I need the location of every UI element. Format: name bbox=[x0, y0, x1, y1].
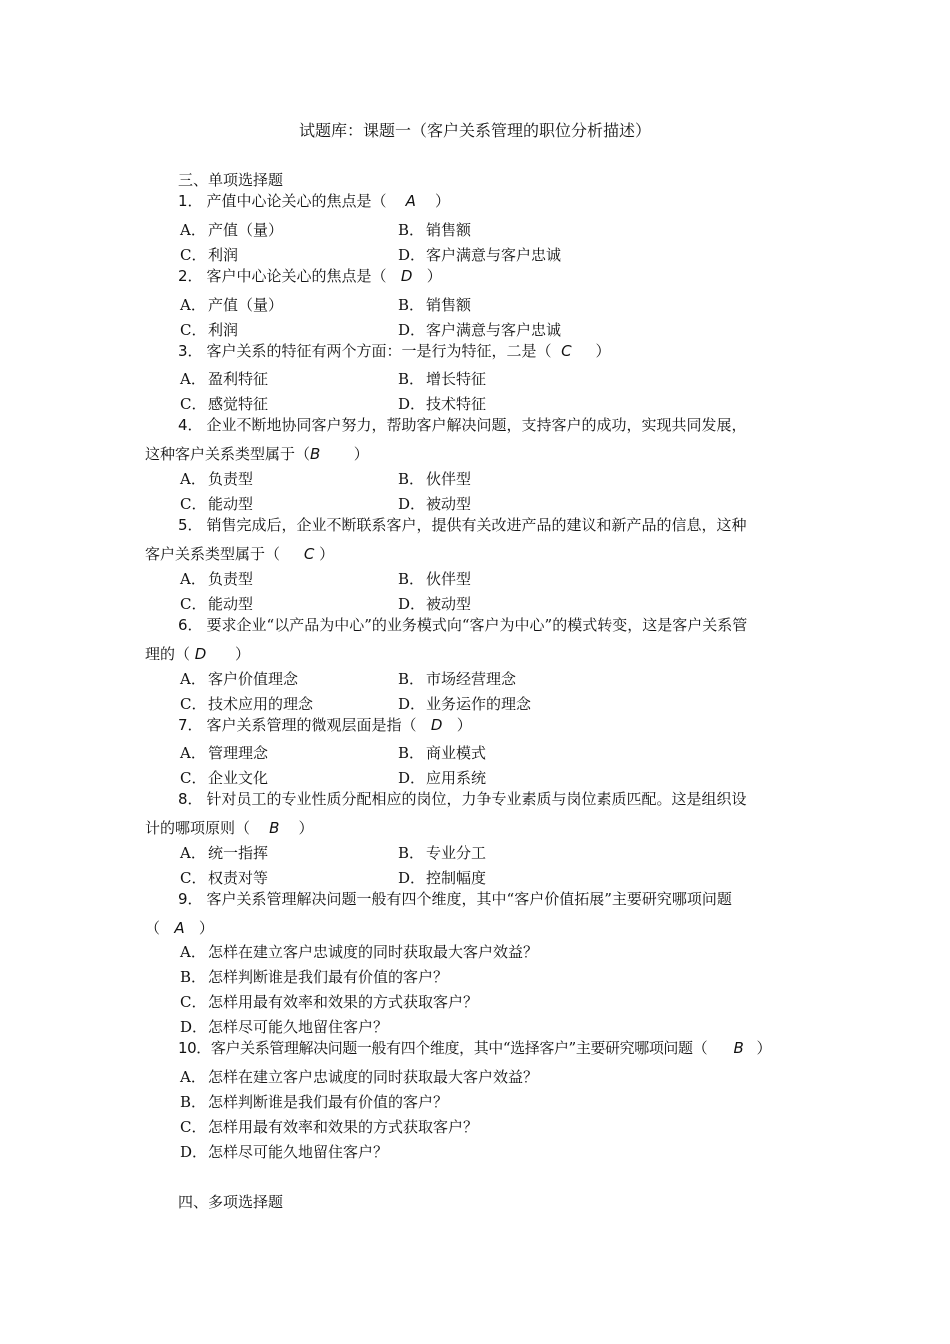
option-9d: D．怎样尽可能久地留住客户？ bbox=[180, 1018, 389, 1036]
option-10b: B． 怎样判断谁是我们最有价值的客户？ bbox=[180, 1093, 449, 1111]
option-7b: B． 商业模式 bbox=[398, 744, 487, 762]
answer-7: D bbox=[430, 716, 443, 734]
question-7: 7． 客户关系管理的微观层面是指（ D ） bbox=[178, 716, 472, 734]
option-2c: C． 利润 bbox=[180, 321, 239, 339]
question-2: 2． 客户中心论关心的焦点是（ D ） bbox=[178, 267, 442, 285]
question-8-continued: 计的哪项原则（ B ） bbox=[145, 819, 314, 837]
answer-10: B bbox=[733, 1039, 744, 1057]
option-7d: D．应用系统 bbox=[398, 769, 487, 787]
option-3c: C． 感觉特征 bbox=[180, 395, 269, 413]
question-6: 6． 要求企业“以产品为中心”的业务模式向“客户为中心”的模式转变，这是客户关系管 bbox=[178, 616, 748, 634]
question-10: 10．客户关系管理解决问题一般有四个维度，其中“选择客户”主要研究哪项问题（ B ） bbox=[178, 1039, 772, 1057]
option-2b: B． 销售额 bbox=[398, 296, 472, 314]
option-8d: D．控制幅度 bbox=[398, 869, 487, 887]
answer-8: B bbox=[269, 819, 280, 837]
question-6-continued: 理的（ D ） bbox=[145, 645, 250, 663]
option-9a: A． 怎样在建立客户忠诚度的同时获取最大客户效益？ bbox=[180, 943, 539, 961]
option-3a: A． 盈利特征 bbox=[180, 370, 269, 388]
option-1b: B． 销售额 bbox=[398, 221, 472, 239]
question-9-continued: （ A ） bbox=[145, 919, 214, 937]
option-6a: A． 客户价值理念 bbox=[180, 670, 299, 688]
option-1a: A． 产值（量） bbox=[180, 221, 284, 239]
question-9: 9． 客户关系管理解决问题一般有四个维度，其中“客户价值拓展”主要研究哪项问题 bbox=[178, 890, 732, 908]
option-8b: B． 专业分工 bbox=[398, 844, 487, 862]
option-8a: A． 统一指挥 bbox=[180, 844, 269, 862]
option-5b: B． 伙伴型 bbox=[398, 570, 472, 588]
question-3: 3． 客户关系的特征有两个方面：一是行为特征，二是（ C ） bbox=[178, 342, 611, 360]
option-2a: A． 产值（量） bbox=[180, 296, 284, 314]
option-4c: C． 能动型 bbox=[180, 495, 254, 513]
question-8: 8． 针对员工的专业性质分配相应的岗位，力争专业素质与岗位素质匹配。这是组织设 bbox=[178, 790, 747, 808]
answer-6: D bbox=[194, 645, 207, 663]
option-10c: C． 怎样用最有效率和效果的方式获取客户？ bbox=[180, 1118, 479, 1136]
option-5c: C． 能动型 bbox=[180, 595, 254, 613]
option-6d: D．业务运作的理念 bbox=[398, 695, 532, 713]
answer-4: B bbox=[310, 445, 321, 463]
answer-5: C bbox=[303, 545, 315, 563]
option-4d: D．被动型 bbox=[398, 495, 472, 513]
option-9c: C． 怎样用最有效率和效果的方式获取客户？ bbox=[180, 993, 479, 1011]
option-2d: D．客户满意与客户忠诚 bbox=[398, 321, 562, 339]
section-heading-single-choice: 三、单项选择题 bbox=[178, 171, 284, 189]
question-1: 1． 产值中心论关心的焦点是（ A ） bbox=[178, 192, 450, 210]
answer-2: D bbox=[400, 267, 413, 285]
answer-1: A bbox=[405, 192, 416, 210]
option-6c: C． 技术应用的理念 bbox=[180, 695, 314, 713]
option-9b: B． 怎样判断谁是我们最有价值的客户？ bbox=[180, 968, 449, 986]
answer-9: A bbox=[174, 919, 185, 937]
option-7c: C． 企业文化 bbox=[180, 769, 269, 787]
question-5-continued: 客户关系类型属于（ C ） bbox=[145, 545, 335, 563]
answer-3: C bbox=[561, 342, 572, 360]
option-4a: A． 负责型 bbox=[180, 470, 254, 488]
option-1c: C． 利润 bbox=[180, 246, 239, 264]
option-5d: D．被动型 bbox=[398, 595, 472, 613]
option-8c: C． 权责对等 bbox=[180, 869, 269, 887]
option-3d: D．技术特征 bbox=[398, 395, 487, 413]
option-10a: A． 怎样在建立客户忠诚度的同时获取最大客户效益？ bbox=[180, 1068, 539, 1086]
option-4b: B． 伙伴型 bbox=[398, 470, 472, 488]
option-10d: D．怎样尽可能久地留住客户？ bbox=[180, 1143, 389, 1161]
option-6b: B． 市场经营理念 bbox=[398, 670, 517, 688]
option-3b: B． 增长特征 bbox=[398, 370, 487, 388]
page-title: 试题库：课题一（客户关系管理的职位分析描述） bbox=[298, 121, 651, 140]
question-4-continued: 这种客户关系类型属于（B ） bbox=[145, 445, 369, 463]
option-1d: D．客户满意与客户忠诚 bbox=[398, 246, 562, 264]
option-5a: A． 负责型 bbox=[180, 570, 254, 588]
section-heading-multiple-choice: 四、多项选择题 bbox=[178, 1193, 284, 1211]
question-4: 4． 企业不断地协同客户努力，帮助客户解决问题，支持客户的成功，实现共同发展， bbox=[178, 416, 747, 434]
option-7a: A． 管理理念 bbox=[180, 744, 269, 762]
question-5: 5． 销售完成后，企业不断联系客户，提供有关改进产品的建议和新产品的信息，这种 bbox=[178, 516, 747, 534]
